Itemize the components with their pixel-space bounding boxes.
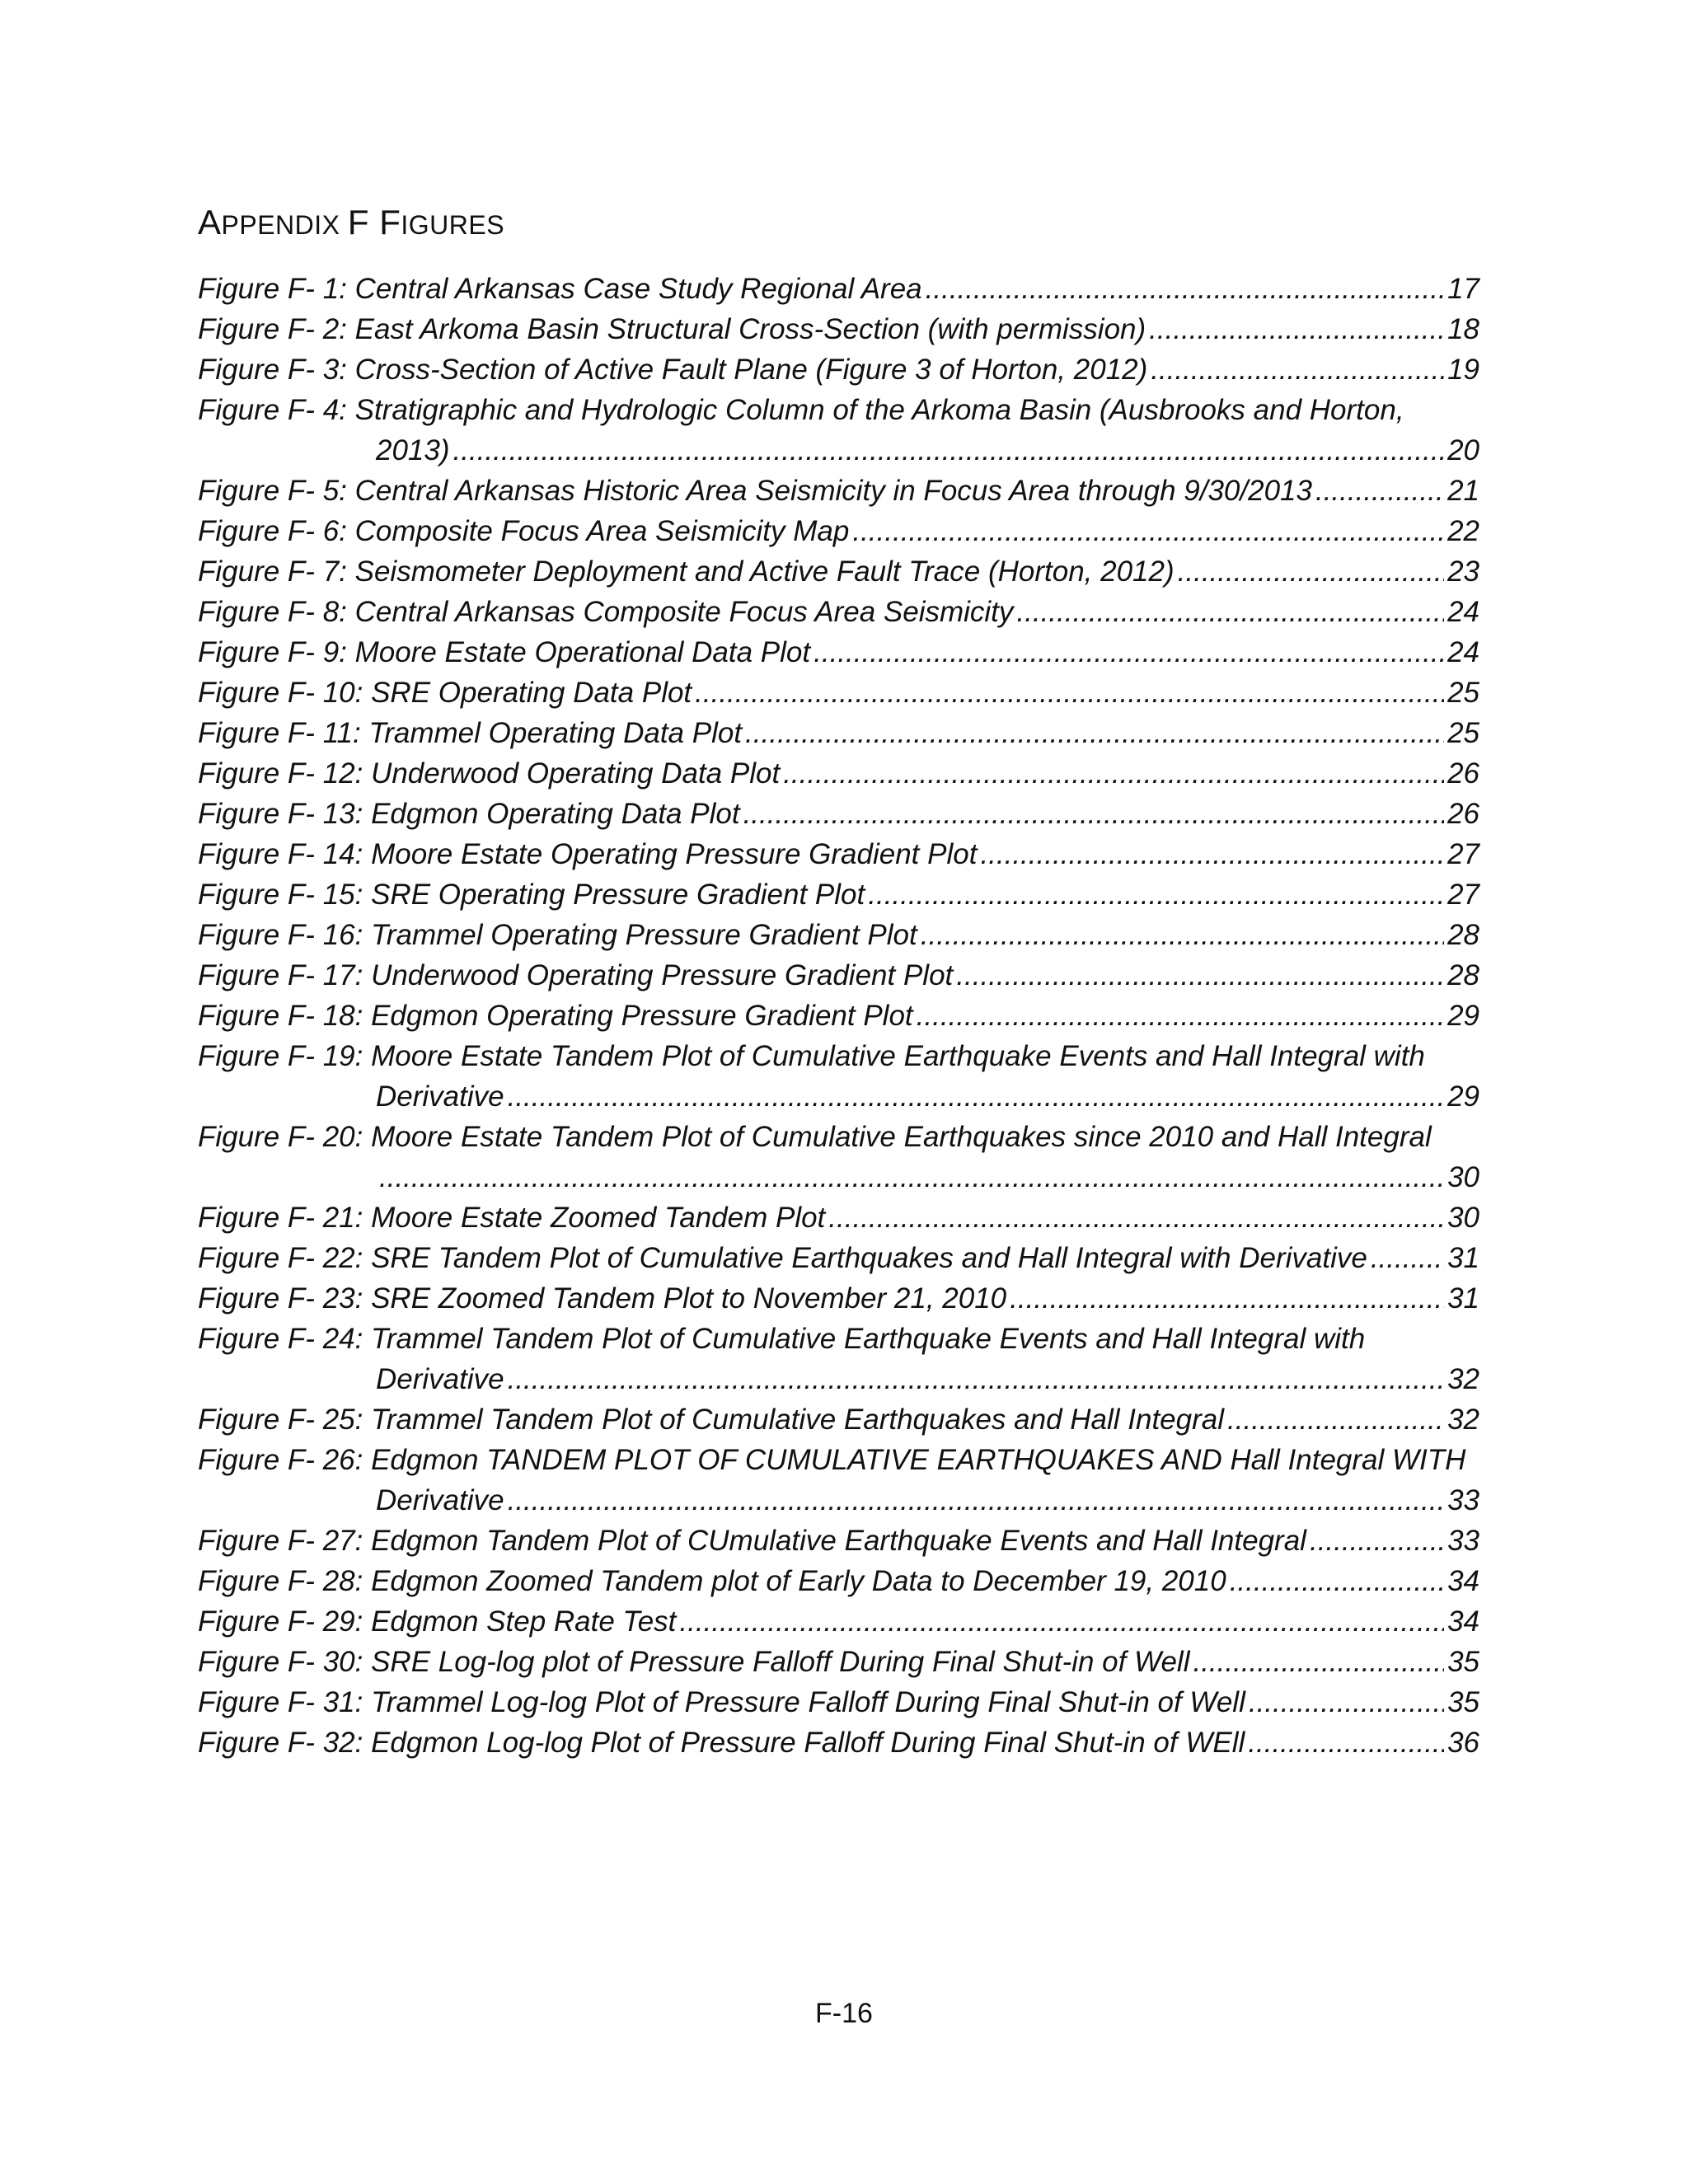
toc-entry-continuation [198,1480,1479,1521]
toc-entry-title: Figure F- 9: Moore Estate Operational Data Plot [198,636,811,668]
dot-leader [379,1157,1444,1197]
dot-leader [508,1076,1444,1117]
toc-entry-line [198,632,1479,673]
toc-entry[interactable] [198,753,1479,794]
toc-entry[interactable] [198,794,1479,834]
toc-page-number: 26 [1447,757,1479,790]
toc-entry-title: Figure F- 7: Seismometer Deployment and Active Fault Trace (Horton, 2012) [198,555,1175,588]
toc-entry-line [198,874,1479,915]
dot-leader [745,713,1444,753]
toc-entry-title: Derivative [376,1484,504,1516]
dot-leader [1249,1682,1444,1722]
toc-entry-title: Figure F- 10: SRE Operating Data Plot [198,677,692,709]
toc-entry-line [198,1117,1479,1157]
toc-entry-title: Derivative [376,1363,504,1395]
toc-page-number: 19 [1447,354,1479,386]
toc-page-number: 21 [1447,475,1479,507]
appendix-heading [198,203,504,242]
toc-entry-line [198,955,1479,996]
dot-leader [783,753,1444,794]
toc-page-number: 28 [1447,959,1479,991]
toc-entry-continuation [198,1359,1479,1399]
toc-entry-line [198,551,1479,592]
toc-entry-title: Figure F- 25: Trammel Tandem Plot of Cumulative Earthquakes and Hall Integral [198,1404,1225,1436]
toc-entry-title: Figure F- 12: Underwood Operating Data Plot [198,757,781,790]
toc-entry-title: Figure F- 24: Trammel Tandem Plot of Cumulative Earthquake Events and Hall Integral with [198,1323,1366,1355]
dot-leader [814,632,1444,673]
toc-entry-line [198,1642,1479,1682]
toc-entry-title: Figure F- 4: Stratigraphic and Hydrologic Column of the Arkoma Basin (Ausbrooks and Horton, [198,394,1404,426]
toc-page-number: 22 [1447,515,1479,547]
toc-entry-title: Figure F- 20: Moore Estate Tandem Plot of Cumulative Earthquakes since 2010 and Hall Integral [198,1121,1432,1153]
toc-entry[interactable] [198,1319,1479,1399]
dot-leader [926,269,1444,309]
toc-entry-line [198,390,1479,430]
toc-entry-title: Figure F- 18: Edgmon Operating Pressure Gradient Plot [198,1000,913,1032]
toc-page-number: 27 [1447,879,1479,911]
dot-leader [1149,309,1444,349]
toc-page-number: 30 [1447,1202,1479,1234]
toc-entry[interactable] [198,632,1479,673]
dot-leader [917,996,1444,1036]
toc-page-number: 18 [1447,313,1479,345]
dot-leader [453,430,1445,471]
toc-entry-title: Figure F- 32: Edgmon Log-log Plot of Pressure Falloff During Final Shut-in of WEll [198,1727,1245,1759]
toc-entry-title: Figure F- 22: SRE Tandem Plot of Cumulative Earthquakes and Hall Integral with Derivative [198,1242,1367,1274]
toc-page-number: 32 [1447,1404,1479,1436]
toc-entry-title: Figure F- 13: Edgmon Operating Data Plot [198,798,740,830]
toc-page-number: 33 [1447,1525,1479,1557]
toc-page-number: 34 [1447,1565,1479,1597]
toc-entry-line [198,1722,1479,1763]
toc-entry-line [198,1319,1479,1359]
toc-entry[interactable] [198,349,1479,390]
toc-page-number: 36 [1447,1727,1479,1759]
dot-leader [1016,592,1444,632]
toc-page-number: 23 [1447,555,1479,588]
toc-entry[interactable] [198,673,1479,713]
toc-entry[interactable] [198,874,1479,915]
toc-entry-line [198,794,1479,834]
toc-entry[interactable] [198,551,1479,592]
dot-leader [868,874,1444,915]
toc-entry-title: Figure F- 17: Underwood Operating Pressure Gradient Plot [198,959,954,991]
dot-leader [1193,1642,1444,1682]
toc-entry-line [198,349,1479,390]
toc-page-number: 24 [1447,636,1479,668]
toc-page-number: 31 [1447,1242,1479,1274]
toc-entry-continuation [198,430,1479,471]
toc-entry-line [198,471,1479,511]
dot-leader [1310,1521,1444,1561]
toc-page-number: 33 [1447,1484,1479,1516]
toc-page-number: 30 [1447,1161,1479,1193]
dot-leader [852,511,1444,551]
toc-entry[interactable] [198,1440,1479,1521]
dot-leader [1315,471,1444,511]
toc-entry[interactable] [198,1521,1479,1561]
heading-initial-a: A [198,203,222,241]
toc-entry[interactable] [198,1036,1479,1117]
toc-entry-title: Figure F- 21: Moore Estate Zoomed Tandem Plot [198,1202,826,1234]
dot-leader [679,1601,1444,1642]
toc-entry[interactable] [198,1117,1479,1197]
toc-entry[interactable] [198,269,1479,309]
toc-entry-line [198,1440,1479,1480]
toc-entry-title: 2013) [376,434,450,466]
toc-entry[interactable] [198,713,1479,753]
toc-entry-line [198,996,1479,1036]
toc-entry-title: Figure F- 8: Central Arkansas Composite Focus Area Seismicity [198,596,1014,628]
toc-entry[interactable] [198,1642,1479,1682]
toc-entry-line [198,1399,1479,1440]
toc-entry[interactable] [198,955,1479,996]
toc-entry[interactable] [198,1722,1479,1763]
toc-entry-title: Figure F- 27: Edgmon Tandem Plot of CUmulative Earthquake Events and Hall Integral [198,1525,1306,1557]
toc-page-number: 25 [1447,717,1479,749]
page-number: F-16 [815,1998,873,2029]
toc-entry-line [198,753,1479,794]
toc-entry-line [198,309,1479,349]
toc-entry-title: Figure F- 3: Cross-Section of Active Fault Plane (Figure 3 of Horton, 2012) [198,354,1148,386]
toc-entry-title: Figure F- 15: SRE Operating Pressure Gradient Plot [198,879,865,911]
toc-entry-title: Figure F- 2: East Arkoma Basin Structural Cross-Section (with permission) [198,313,1146,345]
toc-entry-title: Figure F- 30: SRE Log-log plot of Pressure Falloff During Final Shut-in of Well [198,1646,1190,1678]
heading-letter-f: F [347,203,380,241]
dot-leader [695,673,1444,713]
toc-entry[interactable] [198,1399,1479,1440]
toc-entry[interactable] [198,915,1479,955]
heading-rest-figures: IGURES [401,210,505,240]
dot-leader [1227,1399,1444,1440]
toc-page-number: 34 [1447,1605,1479,1638]
toc-entry-title: Figure F- 31: Trammel Log-log Plot of Pressure Falloff During Final Shut-in of Well [198,1686,1245,1718]
toc-entry-line [198,1197,1479,1238]
toc-entry[interactable] [198,834,1479,874]
toc-entry-title: Figure F- 16: Trammel Operating Pressure Gradient Plot [198,919,917,951]
toc-entry-line [198,592,1479,632]
toc-entry-line [198,834,1479,874]
toc-entry[interactable] [198,390,1479,471]
toc-entry-line [198,1238,1479,1278]
dot-leader [1248,1722,1444,1763]
dot-leader [956,955,1444,996]
toc-entry-title: Figure F- 14: Moore Estate Operating Pressure Gradient Plot [198,838,978,870]
toc-entry-line [198,511,1479,551]
toc-entry[interactable] [198,511,1479,551]
dot-leader [828,1197,1444,1238]
dot-leader [1230,1561,1444,1601]
toc-page-number: 31 [1447,1282,1479,1315]
toc-entry[interactable] [198,1278,1479,1319]
toc-entry-title: Figure F- 5: Central Arkansas Historic Area Seismicity in Focus Area through 9/30/2013 [198,475,1312,507]
toc-page-number: 24 [1447,596,1479,628]
toc-entry-line [198,1521,1479,1561]
toc-entry-continuation [198,1157,1479,1197]
toc-entry-line [198,1682,1479,1722]
dot-leader [508,1359,1444,1399]
toc-page-number: 25 [1447,677,1479,709]
heading-rest-a: PPENDIX [221,210,348,240]
toc-entry-line [198,713,1479,753]
toc-page-number: 17 [1447,273,1479,305]
toc-entry-line [198,673,1479,713]
toc-entry[interactable] [198,1682,1479,1722]
toc-entry-title: Figure F- 11: Trammel Operating Data Plot [198,717,743,749]
toc-entry[interactable] [198,471,1479,511]
toc-entry-line [198,269,1479,309]
toc-entry-line [198,1561,1479,1601]
toc-page-number: 29 [1447,1000,1479,1032]
dot-leader [743,794,1445,834]
dot-leader [508,1480,1444,1521]
toc-entry-line [198,1036,1479,1076]
toc-entry[interactable] [198,996,1479,1036]
toc-entry-line [198,1278,1479,1319]
toc-entry-title: Figure F- 23: SRE Zoomed Tandem Plot to November 21, 2010 [198,1282,1007,1315]
toc-page-number: 32 [1447,1363,1479,1395]
toc-page-number: 26 [1447,798,1479,830]
toc-entry-title: Figure F- 29: Edgmon Step Rate Test [198,1605,677,1638]
toc-entry[interactable] [198,1561,1479,1601]
toc-page-number: 28 [1447,919,1479,951]
toc-entry-line [198,915,1479,955]
toc-entry[interactable] [198,309,1479,349]
dot-leader [1371,1238,1444,1278]
toc-entry-title: Figure F- 19: Moore Estate Tandem Plot of Cumulative Earthquake Events and Hall Integral with [198,1040,1425,1072]
toc-page-number: 35 [1447,1646,1479,1678]
heading-initial-f: F [379,203,401,241]
toc-page-number: 27 [1447,838,1479,870]
toc-entry-title: Figure F- 26: Edgmon TANDEM PLOT OF CUMULATIVE EARTHQUAKES AND Hall Integral WITH [198,1444,1466,1476]
toc-entry-title: Figure F- 6: Composite Focus Area Seismicity Map [198,515,850,547]
toc-entry[interactable] [198,1238,1479,1278]
dot-leader [980,834,1444,874]
toc-page-number: 35 [1447,1686,1479,1718]
toc-entry-line [198,1601,1479,1642]
toc-page-number: 20 [1447,434,1479,466]
toc-entry-title: Derivative [376,1080,504,1113]
toc-entry[interactable] [198,1197,1479,1238]
dot-leader [921,915,1444,955]
toc-page-number: 29 [1447,1080,1479,1113]
toc-entry-title: Figure F- 28: Edgmon Zoomed Tandem plot of Early Data to December 19, 2010 [198,1565,1226,1597]
dot-leader [1010,1278,1444,1319]
dot-leader [1178,551,1444,592]
toc-entry-title: Figure F- 1: Central Arkansas Case Study Regional Area [198,273,922,305]
toc-entry-continuation [198,1076,1479,1117]
toc-entry[interactable] [198,592,1479,632]
table-of-figures [198,269,1479,1763]
dot-leader [1151,349,1444,390]
toc-entry[interactable] [198,1601,1479,1642]
